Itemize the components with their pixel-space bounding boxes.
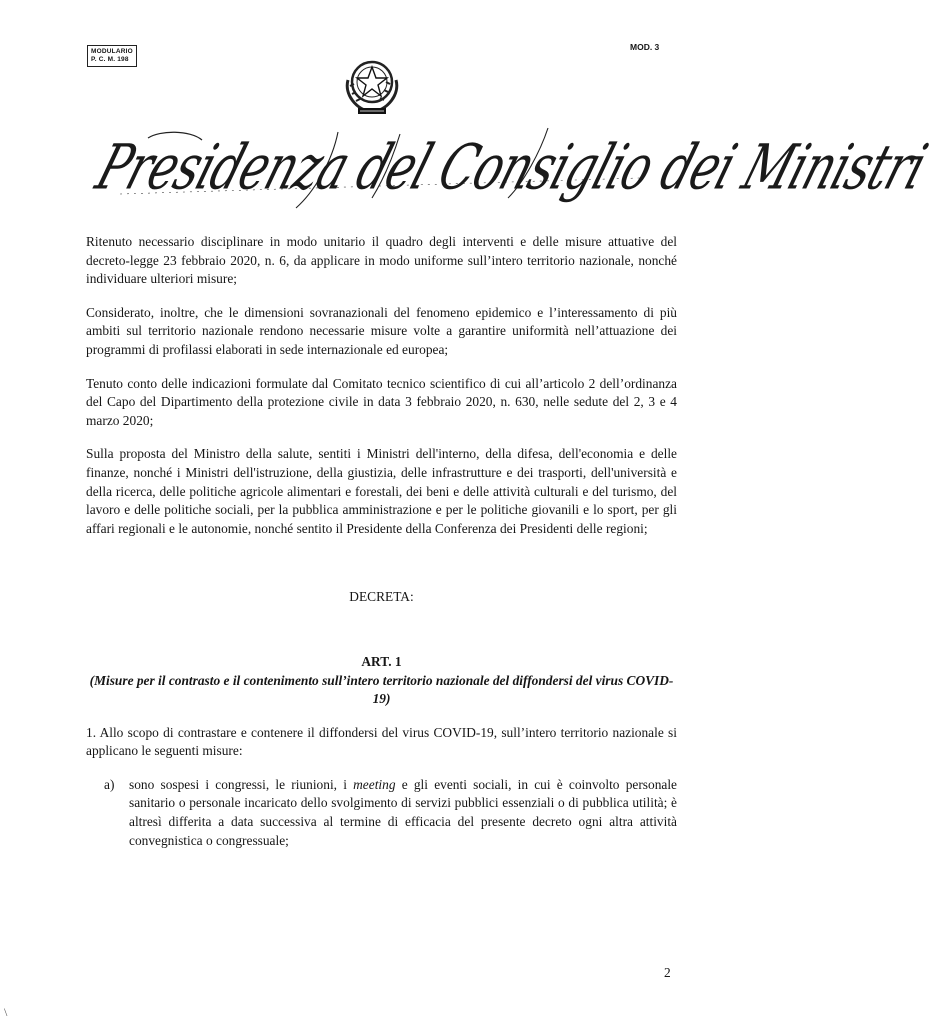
stamp-line-1: MODULARIO xyxy=(91,48,133,55)
article-clause-1: 1. Allo scopo di contrastare e contenere il diffondersi del virus COVID-19, sull’intero territorio nazionale si applicano le seguenti misure: xyxy=(86,724,677,759)
modulario-stamp xyxy=(87,45,137,67)
list-item-a xyxy=(104,776,677,850)
corner-mark: \ xyxy=(4,1005,8,1019)
stamp-line-2: P. C. M. 198 xyxy=(91,56,129,63)
decreta-heading: DECRETA: xyxy=(349,589,414,605)
article-title: ART. 1 xyxy=(361,653,402,669)
list-item-italic-term: meeting xyxy=(353,776,396,792)
office-heading xyxy=(88,112,935,212)
list-item-text-part2: e gli eventi sociali, in cui è coinvolto personale sanitario o personale incaricato dello svolgimento di servizi pubblici essenziali o di pubblica utilità; è altresì differita a data successiva al termine di efficacia del presente decreto ogni altra attività convegnistica o congressuale; xyxy=(129,776,677,848)
paragraph-sulla-proposta: Sulla proposta del Ministro della salute, sentiti i Ministri dell'interno, della difesa, dell'economia e delle finanze, nonché i Ministri dell'istruzione, della giustizia, delle infrastrutture e dei trasporti, dell'università e della ricerca, delle politiche agricole alimentari e forestali, dei beni e delle attività culturali e del turismo, del lavoro e delle politiche sociali, per la pubblica amministrazione e per le politiche giovanili e lo sport, per gli affari regionali e le autonomie, nonché sentito il Presidente della Conferenza dei Presidenti delle regioni; xyxy=(86,446,677,536)
paragraph-considerato: Considerato, inoltre, che le dimensioni sovranazionali del fenomeno epidemico e l’interessamento di più ambiti sul territorio nazionale rendono necessarie misure volte a garantire uniformità nell’attuazione dei programmi di profilassi elaborati in sede internazionale ed europea; xyxy=(86,304,677,357)
paragraph-ritenuto: Ritenuto necessario disciplinare in modo unitario il quadro degli interventi e delle misure attuative del decreto-legge 23 febbraio 2020, n. 6, da applicare in modo uniforme sull’intero territorio nazionale, nonché individuare ulteriori misure; xyxy=(86,234,677,287)
paragraph-tenuto-conto: Tenuto conto delle indicazioni formulate dal Comitato tecnico scientifico di cui all’articolo 2 dell’ordinanza del Capo del Dipartimento della protezione civile in data 3 febbraio 2020, n. 630, nelle sedute del 2, 3 e 4 marzo 2020; xyxy=(86,375,677,428)
document-body xyxy=(86,233,677,850)
page-number: 2 xyxy=(664,965,671,980)
list-item-text-part1: sono sospesi i congressi, le riunioni, i xyxy=(129,776,354,792)
list-item-label: a) xyxy=(104,776,115,792)
list-item-text xyxy=(129,776,677,850)
article-subtitle: (Misure per il contrasto e il contenimento sull’intero territorio nazionale del diffondersi del virus COVID-19) xyxy=(89,672,674,707)
office-heading-text: Presidenza del Consiglio dei Ministri xyxy=(88,130,935,204)
republic-emblem-icon xyxy=(338,52,406,120)
model-number: MOD. 3 xyxy=(630,42,660,52)
